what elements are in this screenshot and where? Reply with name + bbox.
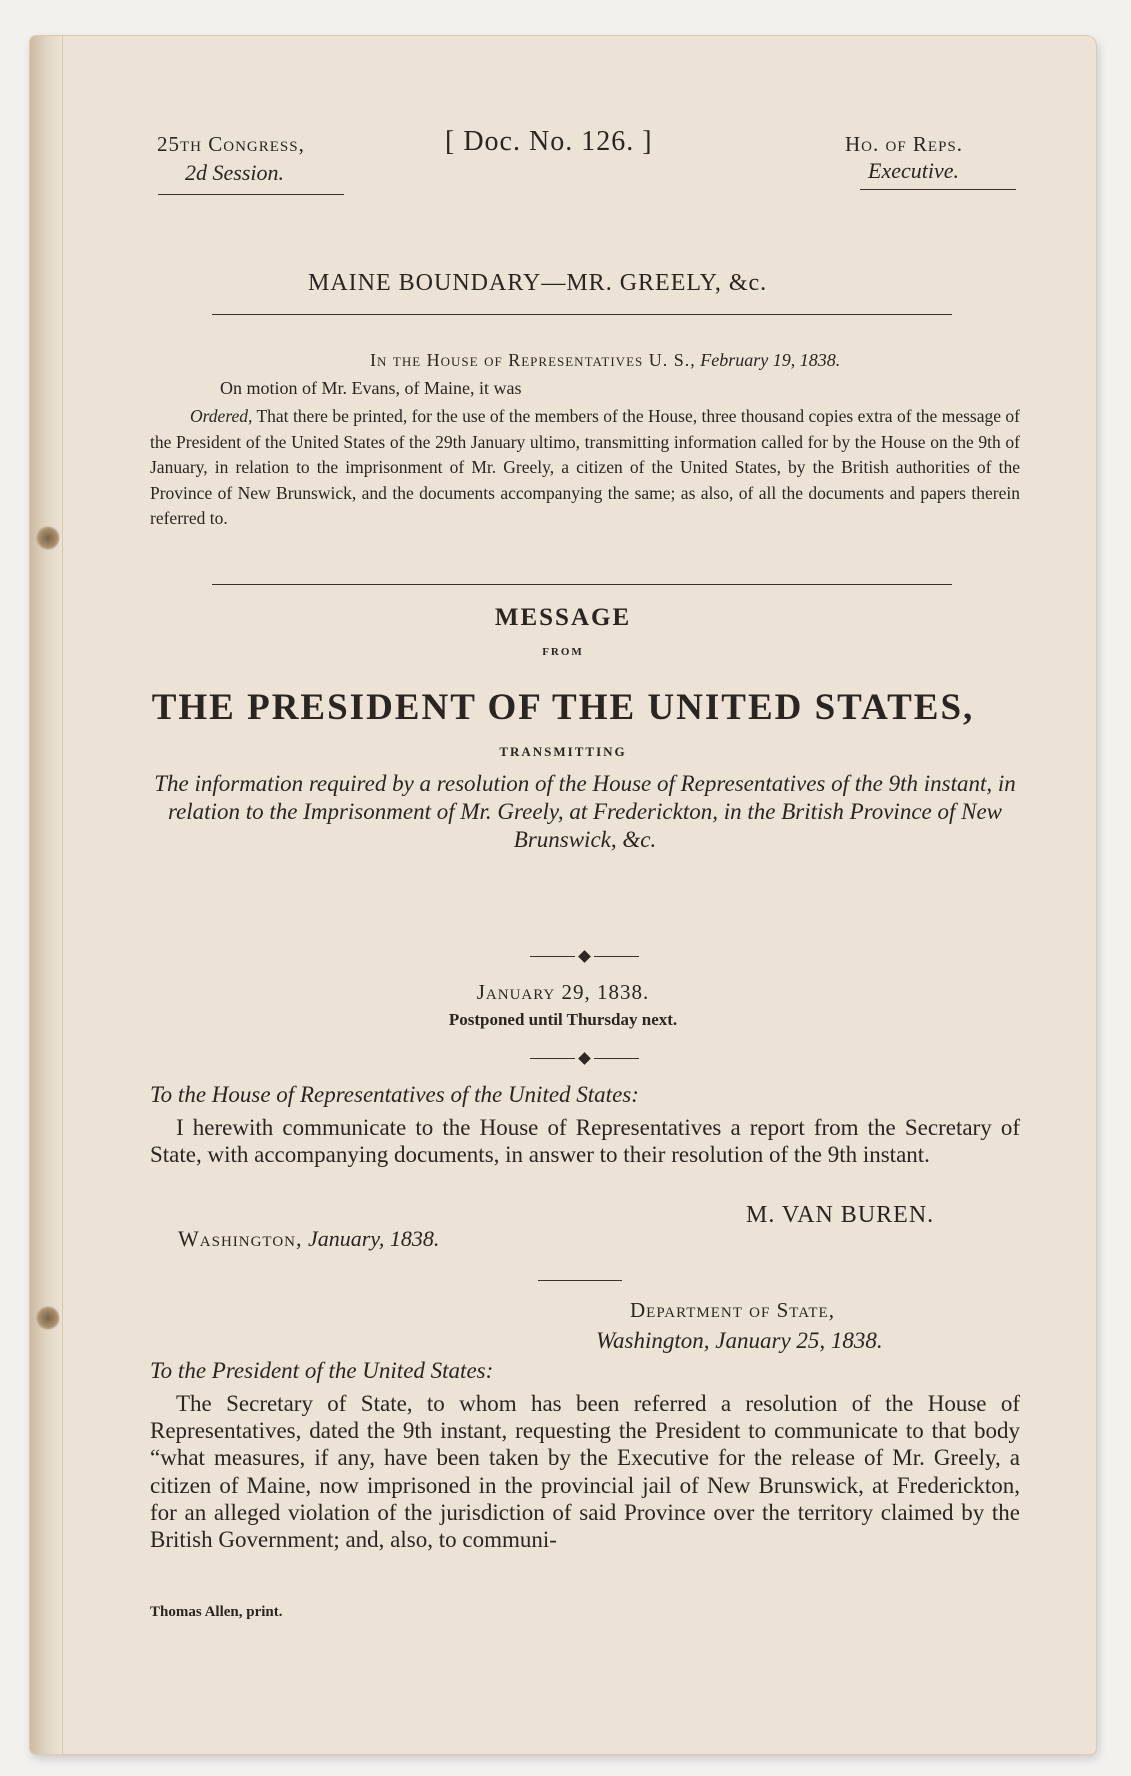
letter1-signature: M. VAN BUREN. [746,1202,935,1228]
department-label: Department of State, [630,1298,835,1322]
letter1-body: I herewith communicate to the House of Representatives a report from the Secretary of State, with accompanying documents, in answer to their resolution of the 9th instant. [150,1115,1020,1167]
congress-label: 25th Congress, [157,132,305,156]
postponed-note: Postponed until Thursday next. [448,1010,678,1029]
from-label: FROM [542,646,584,658]
short-rule [538,1280,622,1281]
letter1-salutation: To the House of Representatives of the United States: [150,1082,639,1107]
message-date: January 29, 1838. [476,980,650,1004]
house-label: Ho. of Reps. [845,132,964,156]
ornament-divider [530,1054,640,1064]
header-rule-right [860,189,1016,190]
president-heading: THE PRESIDENT OF THE UNITED STATES, [151,687,975,728]
printer-credit: Thomas Allen, print. [150,1604,283,1620]
ordered-paragraph [150,404,1020,532]
header-rule-left [158,194,344,195]
document-title: MAINE BOUNDARY—MR. GREELY, &c. [308,270,768,296]
letter2-dateline [596,1328,883,1354]
ordered-word: Ordered, [190,406,253,426]
doc-number: [ Doc. No. 126. ] [445,126,653,157]
document-page [30,36,1096,1754]
title-rule [212,314,952,315]
message-heading: MESSAGE [494,604,632,631]
letter2-salutation: To the President of the United States: [150,1358,494,1383]
resolution-dateline [370,350,840,371]
binding-hole [36,526,60,550]
session-label: 2d Session. [185,160,284,185]
letter2-place: Washington, [596,1328,710,1353]
section-rule [212,584,952,585]
letter1-place: Washington, [178,1226,303,1251]
binding-hole [36,1306,60,1330]
transmitting-label: TRANSMITTING [499,744,627,759]
message-info: The information required by a resolution of the House of Representatives of the 9th instant, in relation to the Imprisonment of Mr. Greely, at Frederickton, in the British Province of New Brunswick, &c. [154,771,1016,852]
letter2-date: January 25, 1838. [715,1328,883,1353]
ordered-text: That there be printed, for the use of the members of the House, three thousand copies extra of the message of the President of the United States of the 29th January ultimo, transmitting information called for by the House on the 9th of January, in relation to the imprisonment of Mr. Greely, a citizen of the United States, by the British authorities of the Province of New Brunswick, and the documents accompanying the same; as also, of all the documents and papers therein referred to. [150,406,1020,529]
letter1-date: January, 1838. [308,1226,440,1251]
page-spine [30,36,63,1754]
ornament-divider [530,952,640,962]
dateline-prefix: In the House of Representatives U. S., [370,350,696,370]
letter1-dateline [178,1226,439,1252]
letter2-body: The Secretary of State, to whom has been referred a resolution of the House of Representatives, dated the 9th instant, requesting the President to communicate to that body “what measures, if any, have been taken by the Executive for the release of Mr. Greely, a citizen of Maine, now imprisoned in the provincial jail of New Brunswick, at Frederickton, for an alleged violation of the jurisdiction of said Province over the territory claimed by the British Government; and, also, to communi- [150,1391,1020,1553]
motion-line: On motion of Mr. Evans, of Maine, it was [220,378,522,398]
house-type-label: Executive. [868,158,959,183]
dateline-date: February 19, 1838. [700,350,841,370]
